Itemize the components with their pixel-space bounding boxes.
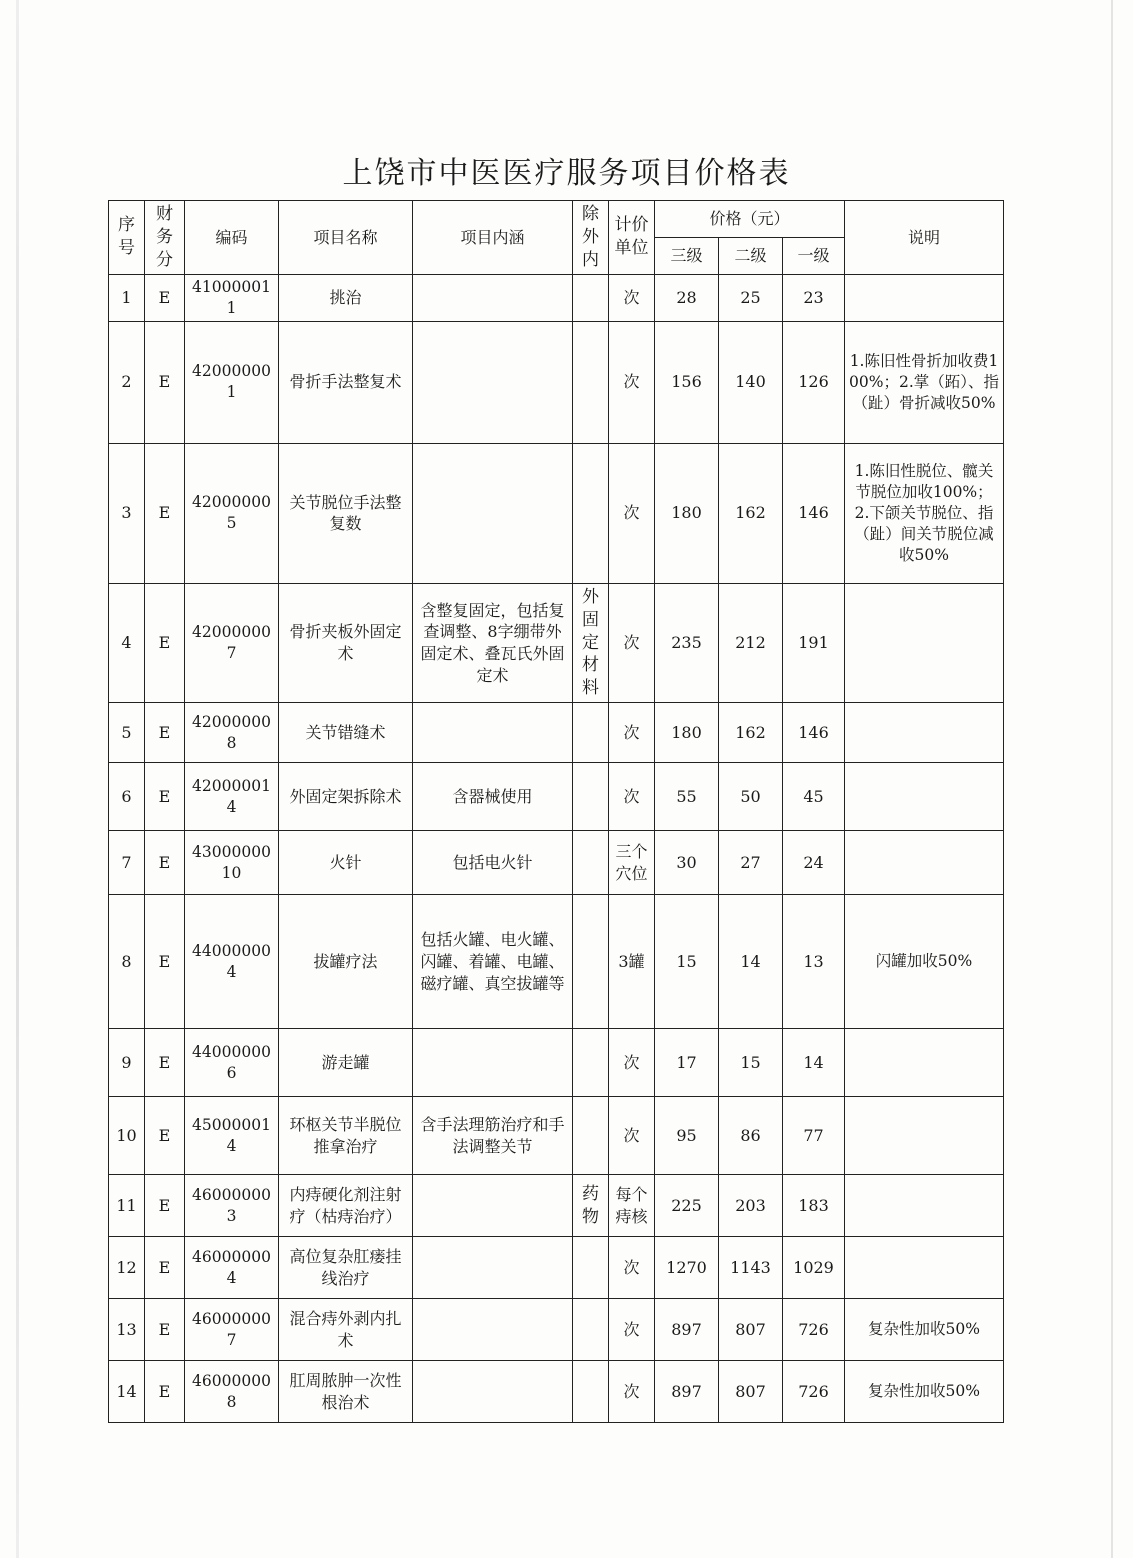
cell-price-level3: 897	[655, 1299, 719, 1361]
header-code: 编码	[185, 201, 279, 275]
cell-name: 外固定架拆除术	[279, 763, 413, 831]
cell-code: 420000001	[185, 321, 279, 443]
cell-note: 1.陈旧性骨折加收费100%；2.掌（跖）、指（趾）骨折减收50%	[845, 321, 1004, 443]
cell-exclusion: 药物	[573, 1175, 609, 1237]
table-row	[109, 763, 1004, 831]
cell-price-level1: 23	[783, 274, 845, 321]
cell-exclusion: 外固定材料	[573, 583, 609, 703]
cell-content: 含整复固定，包括复查调整、8字绷带外固定术、叠瓦氏外固定术	[413, 583, 573, 703]
cell-code: 460000003	[185, 1175, 279, 1237]
cell-price-level1: 126	[783, 321, 845, 443]
cell-unit: 次	[609, 274, 655, 321]
cell-code: 460000008	[185, 1361, 279, 1423]
header-level1: 一级	[783, 237, 845, 274]
cell-price-level1: 726	[783, 1299, 845, 1361]
header-finance: 财务分	[145, 201, 185, 275]
cell-note: 复杂性加收50%	[845, 1299, 1004, 1361]
cell-price-level2: 1143	[719, 1237, 783, 1299]
cell-finance: E	[145, 274, 185, 321]
cell-content	[413, 1237, 573, 1299]
cell-code: 420000014	[185, 763, 279, 831]
cell-note	[845, 1175, 1004, 1237]
cell-exclusion	[573, 1361, 609, 1423]
cell-code: 420000005	[185, 443, 279, 583]
cell-note: 复杂性加收50%	[845, 1361, 1004, 1423]
cell-price-level3: 897	[655, 1361, 719, 1423]
cell-content	[413, 321, 573, 443]
table-row	[109, 321, 1004, 443]
cell-price-level3: 28	[655, 274, 719, 321]
cell-price-level2: 140	[719, 321, 783, 443]
cell-code: 450000014	[185, 1097, 279, 1175]
scan-edge-right	[1111, 0, 1113, 1558]
cell-price-level3: 15	[655, 895, 719, 1029]
cell-exclusion	[573, 274, 609, 321]
cell-finance: E	[145, 583, 185, 703]
cell-seq: 13	[109, 1299, 145, 1361]
cell-price-level3: 156	[655, 321, 719, 443]
cell-unit: 次	[609, 583, 655, 703]
cell-unit: 次	[609, 1237, 655, 1299]
cell-note	[845, 274, 1004, 321]
cell-unit: 次	[609, 443, 655, 583]
cell-code: 410000011	[185, 274, 279, 321]
cell-finance: E	[145, 831, 185, 895]
cell-name: 关节脱位手法整复数	[279, 443, 413, 583]
cell-price-level3: 1270	[655, 1237, 719, 1299]
cell-price-level3: 30	[655, 831, 719, 895]
table-row	[109, 1097, 1004, 1175]
table-body	[109, 274, 1004, 1423]
cell-code: 420000007	[185, 583, 279, 703]
cell-content	[413, 1299, 573, 1361]
cell-price-level3: 95	[655, 1097, 719, 1175]
cell-seq: 5	[109, 703, 145, 763]
table-row	[109, 1175, 1004, 1237]
cell-exclusion	[573, 443, 609, 583]
cell-unit: 次	[609, 321, 655, 443]
cell-unit: 3罐	[609, 895, 655, 1029]
cell-price-level1: 14	[783, 1029, 845, 1097]
cell-finance: E	[145, 895, 185, 1029]
cell-finance: E	[145, 1029, 185, 1097]
cell-exclusion	[573, 703, 609, 763]
cell-code: 460000004	[185, 1237, 279, 1299]
table-row	[109, 1361, 1004, 1423]
cell-price-level1: 146	[783, 703, 845, 763]
cell-unit: 每个痔核	[609, 1175, 655, 1237]
cell-price-level3: 235	[655, 583, 719, 703]
table-row	[109, 831, 1004, 895]
table-row	[109, 443, 1004, 583]
cell-price-level1: 13	[783, 895, 845, 1029]
page-title: 上饶市中医医疗服务项目价格表	[342, 156, 791, 191]
cell-content: 含手法理筋治疗和手法调整关节	[413, 1097, 573, 1175]
cell-price-level1: 146	[783, 443, 845, 583]
cell-name: 拔罐疗法	[279, 895, 413, 1029]
cell-finance: E	[145, 1097, 185, 1175]
cell-seq: 10	[109, 1097, 145, 1175]
cell-price-level3: 180	[655, 443, 719, 583]
cell-seq: 2	[109, 321, 145, 443]
cell-price-level2: 27	[719, 831, 783, 895]
cell-code: 420000008	[185, 703, 279, 763]
cell-name: 肛周脓肿一次性根治术	[279, 1361, 413, 1423]
table-row	[109, 703, 1004, 763]
cell-name: 环枢关节半脱位推拿治疗	[279, 1097, 413, 1175]
cell-note	[845, 1237, 1004, 1299]
cell-content	[413, 703, 573, 763]
cell-price-level1: 77	[783, 1097, 845, 1175]
cell-note	[845, 831, 1004, 895]
cell-content	[413, 274, 573, 321]
cell-unit: 三个穴位	[609, 831, 655, 895]
table-row	[109, 583, 1004, 703]
cell-content	[413, 443, 573, 583]
cell-finance: E	[145, 321, 185, 443]
cell-price-level1: 183	[783, 1175, 845, 1237]
cell-exclusion	[573, 1237, 609, 1299]
cell-exclusion	[573, 321, 609, 443]
table-row	[109, 1299, 1004, 1361]
table-row	[109, 1237, 1004, 1299]
cell-content: 包括火罐、电火罐、闪罐、着罐、电罐、磁疗罐、真空拔罐等	[413, 895, 573, 1029]
cell-seq: 4	[109, 583, 145, 703]
cell-finance: E	[145, 1237, 185, 1299]
cell-price-level2: 50	[719, 763, 783, 831]
header-name: 项目名称	[279, 201, 413, 275]
cell-name: 高位复杂肛瘘挂线治疗	[279, 1237, 413, 1299]
header-level3: 三级	[655, 237, 719, 274]
cell-unit: 次	[609, 763, 655, 831]
cell-finance: E	[145, 443, 185, 583]
cell-price-level2: 25	[719, 274, 783, 321]
cell-seq: 6	[109, 763, 145, 831]
cell-name: 骨折手法整复术	[279, 321, 413, 443]
cell-seq: 8	[109, 895, 145, 1029]
cell-name: 挑治	[279, 274, 413, 321]
cell-price-level2: 807	[719, 1299, 783, 1361]
cell-note	[845, 703, 1004, 763]
cell-code: 4300000010	[185, 831, 279, 895]
cell-note	[845, 583, 1004, 703]
cell-code: 440000004	[185, 895, 279, 1029]
cell-note	[845, 1029, 1004, 1097]
cell-price-level2: 162	[719, 703, 783, 763]
cell-name: 火针	[279, 831, 413, 895]
cell-unit: 次	[609, 1361, 655, 1423]
cell-finance: E	[145, 703, 185, 763]
cell-seq: 11	[109, 1175, 145, 1237]
header-content: 项目内涵	[413, 201, 573, 275]
cell-note: 闪罐加收50%	[845, 895, 1004, 1029]
cell-content	[413, 1361, 573, 1423]
cell-seq: 12	[109, 1237, 145, 1299]
header-level2: 二级	[719, 237, 783, 274]
cell-unit: 次	[609, 703, 655, 763]
header-seq: 序号	[109, 201, 145, 275]
cell-price-level1: 24	[783, 831, 845, 895]
cell-exclusion	[573, 1097, 609, 1175]
cell-price-level2: 15	[719, 1029, 783, 1097]
cell-exclusion	[573, 1029, 609, 1097]
cell-content	[413, 1175, 573, 1237]
cell-seq: 9	[109, 1029, 145, 1097]
cell-name: 混合痔外剥内扎术	[279, 1299, 413, 1361]
table-row	[109, 895, 1004, 1029]
cell-unit: 次	[609, 1097, 655, 1175]
cell-exclusion	[573, 895, 609, 1029]
header-unit: 计价单位	[609, 201, 655, 275]
cell-note: 1.陈旧性脱位、髋关节脱位加收100%；2.下颌关节脱位、指（趾）间关节脱位减收50%	[845, 443, 1004, 583]
cell-name: 内痔硬化剂注射疗（枯痔治疗）	[279, 1175, 413, 1237]
cell-exclusion	[573, 1299, 609, 1361]
cell-seq: 1	[109, 274, 145, 321]
cell-price-level1: 45	[783, 763, 845, 831]
cell-exclusion	[573, 763, 609, 831]
cell-finance: E	[145, 1299, 185, 1361]
header-note: 说明	[845, 201, 1004, 275]
cell-finance: E	[145, 1361, 185, 1423]
cell-price-level1: 726	[783, 1361, 845, 1423]
cell-seq: 7	[109, 831, 145, 895]
cell-unit: 次	[609, 1029, 655, 1097]
cell-seq: 3	[109, 443, 145, 583]
cell-price-level3: 55	[655, 763, 719, 831]
cell-content: 包括电火针	[413, 831, 573, 895]
header-exclusion: 除外内	[573, 201, 609, 275]
cell-code: 460000007	[185, 1299, 279, 1361]
cell-code: 440000006	[185, 1029, 279, 1097]
cell-price-level2: 14	[719, 895, 783, 1029]
cell-finance: E	[145, 1175, 185, 1237]
cell-price-level2: 203	[719, 1175, 783, 1237]
cell-price-level3: 225	[655, 1175, 719, 1237]
cell-price-level3: 17	[655, 1029, 719, 1097]
cell-name: 骨折夹板外固定术	[279, 583, 413, 703]
cell-note	[845, 763, 1004, 831]
header-price-group: 价格（元）	[655, 201, 845, 238]
cell-unit: 次	[609, 1299, 655, 1361]
cell-content	[413, 1029, 573, 1097]
cell-price-level2: 807	[719, 1361, 783, 1423]
cell-price-level2: 86	[719, 1097, 783, 1175]
cell-finance: E	[145, 763, 185, 831]
scan-edge-left	[16, 0, 19, 1558]
cell-exclusion	[573, 831, 609, 895]
cell-name: 游走罐	[279, 1029, 413, 1097]
cell-price-level1: 191	[783, 583, 845, 703]
cell-price-level3: 180	[655, 703, 719, 763]
cell-seq: 14	[109, 1361, 145, 1423]
table-row	[109, 1029, 1004, 1097]
cell-price-level2: 212	[719, 583, 783, 703]
cell-price-level2: 162	[719, 443, 783, 583]
cell-content: 含器械使用	[413, 763, 573, 831]
price-table	[108, 200, 1004, 1423]
cell-price-level1: 1029	[783, 1237, 845, 1299]
cell-name: 关节错缝术	[279, 703, 413, 763]
table-row	[109, 274, 1004, 321]
cell-note	[845, 1097, 1004, 1175]
